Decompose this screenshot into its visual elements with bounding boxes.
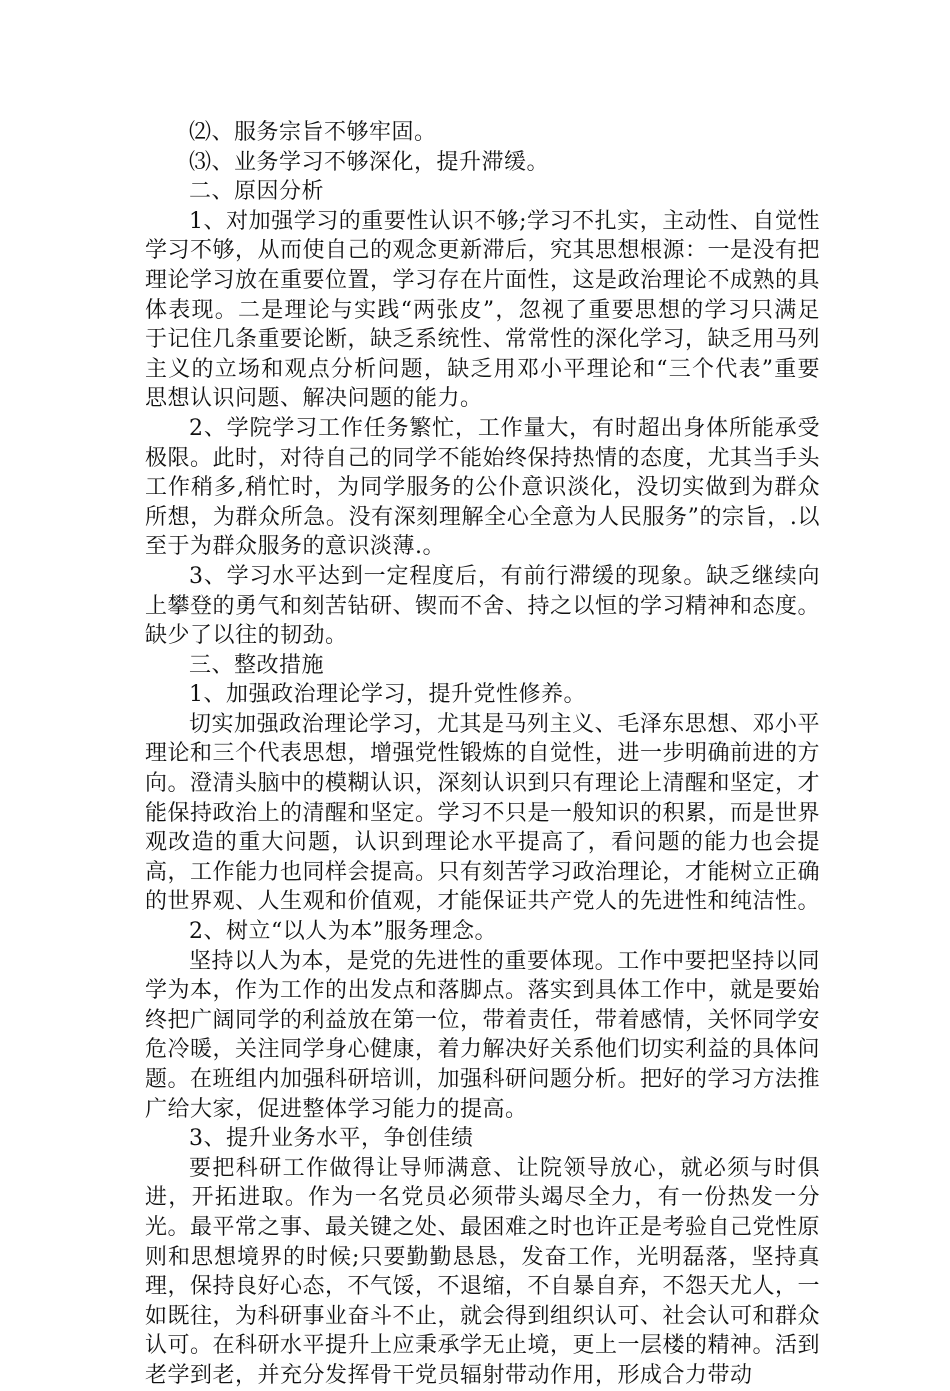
paragraph-cause-2: 2、学院学习工作任务繁忙，工作量大，有时超出身体所能承受极限。此时，对待自己的同学不能始终保持热情的态度，尤其当手头工作稍多,稍忙时，为同学服务的公仆意识淡化，没切实做到为群众所想，为群众所急。没有深刻理解全心全意为人民服务”的宗旨，.以至于为群众服务的意识淡薄.。 [145,415,821,560]
paragraph-measure-3: 要把科研工作做得让导师满意、让院领导放心，就必须与时俱进，开拓进取。作为一名党员必须带头竭尽全力，有一份热发一分光。最平常之事、最关键之处、最困难之时也许正是考验自己党性原则和思想境界的时候;只要勤勤恳恳，发奋工作，光明磊落，坚持真理，保持良好心态，不气馁，不退缩，不自暴自弃，不怨天尤人，一如既往，为科研事业奋斗不止，就会得到组织认可、社会认可和群众认可。在科研水平提升上应秉承学无止境，更上一层楼的精神。活到老学到老，并充分发挥骨干党员辐射带动作用，形成合力带动 [145,1155,821,1388]
paragraph-item-3: ⑶、业务学习不够深化，提升滞缓。 [189,149,550,175]
section-heading-rectification: 三、整改措施 [189,652,325,678]
paragraph-measure-2: 坚持以人为本，是党的先进性的重要体现。工作中要把坚持以同学为本，作为工作的出发点和落脚点。落实到具体工作中，就是要始终把广阔同学的利益放在第一位，带着责任，带着感情，关怀同学安危冷暖，关注同学身心健康，着力解决好关系他们切实利益的具体问题。在班组内加强科研培训，加强科研问题分析。把好的学习方法推广给大家，促进整体学习能力的提高。 [145,948,821,1122]
section-heading-cause-analysis: 二、原因分析 [189,179,325,205]
subheading-measure-1: 1、加强政治理论学习，提升党性修养。 [189,682,586,708]
paragraph-measure-1: 切实加强政治理论学习，尤其是马列主义、毛泽东思想、邓小平理论和三个代表思想，增强党性锻炼的自觉性，进一步明确前进的方向。澄清头脑中的模糊认识，深刻认识到只有理论上清醒和坚定，才能保持政治上的清醒和坚定。学习不只是一般知识的积累，而是世界观改造的重大问题，认识到理论水平提高了，看问题的能力也会提高，工作能力也同样会提高。只有刻苦学习政治理论，才能树立正确的世界观、人生观和价值观，才能保证共产党人的先进性和纯洁性。 [145,711,821,915]
paragraph-cause-1: 1、对加强学习的重要性认识不够;学习不扎实，主动性、自觉性学习不够，从而使自己的观念更新滞后，究其思想根源：一是没有把理论学习放在重要位置，学习存在片面性，这是政治理论不成熟的具体表现。二是理论与实践“两张皮”，忽视了重要思想的学习只满足于记住几条重要论断，缺乏系统性、常常性的深化学习，缺乏用马列主义的立场和观点分析问题，缺乏用邓小平理论和“三个代表”重要思想认识问题、解决问题的能力。 [145,208,821,412]
subheading-measure-2: 2、树立“以人为本”服务理念。 [189,919,497,945]
paragraph-cause-3: 3、学习水平达到一定程度后，有前行滞缓的现象。缺乏继续向上攀登的勇气和刻苦钻研、锲而不舍、持之以恒的学习精神和态度。缺少了以往的韧劲。 [145,563,821,649]
paragraph-item-2: ⑵、服务宗旨不够牢固。 [189,120,437,145]
subheading-measure-3: 3、提升业务水平，争创佳绩 [189,1126,474,1152]
document-body [145,118,820,1391]
